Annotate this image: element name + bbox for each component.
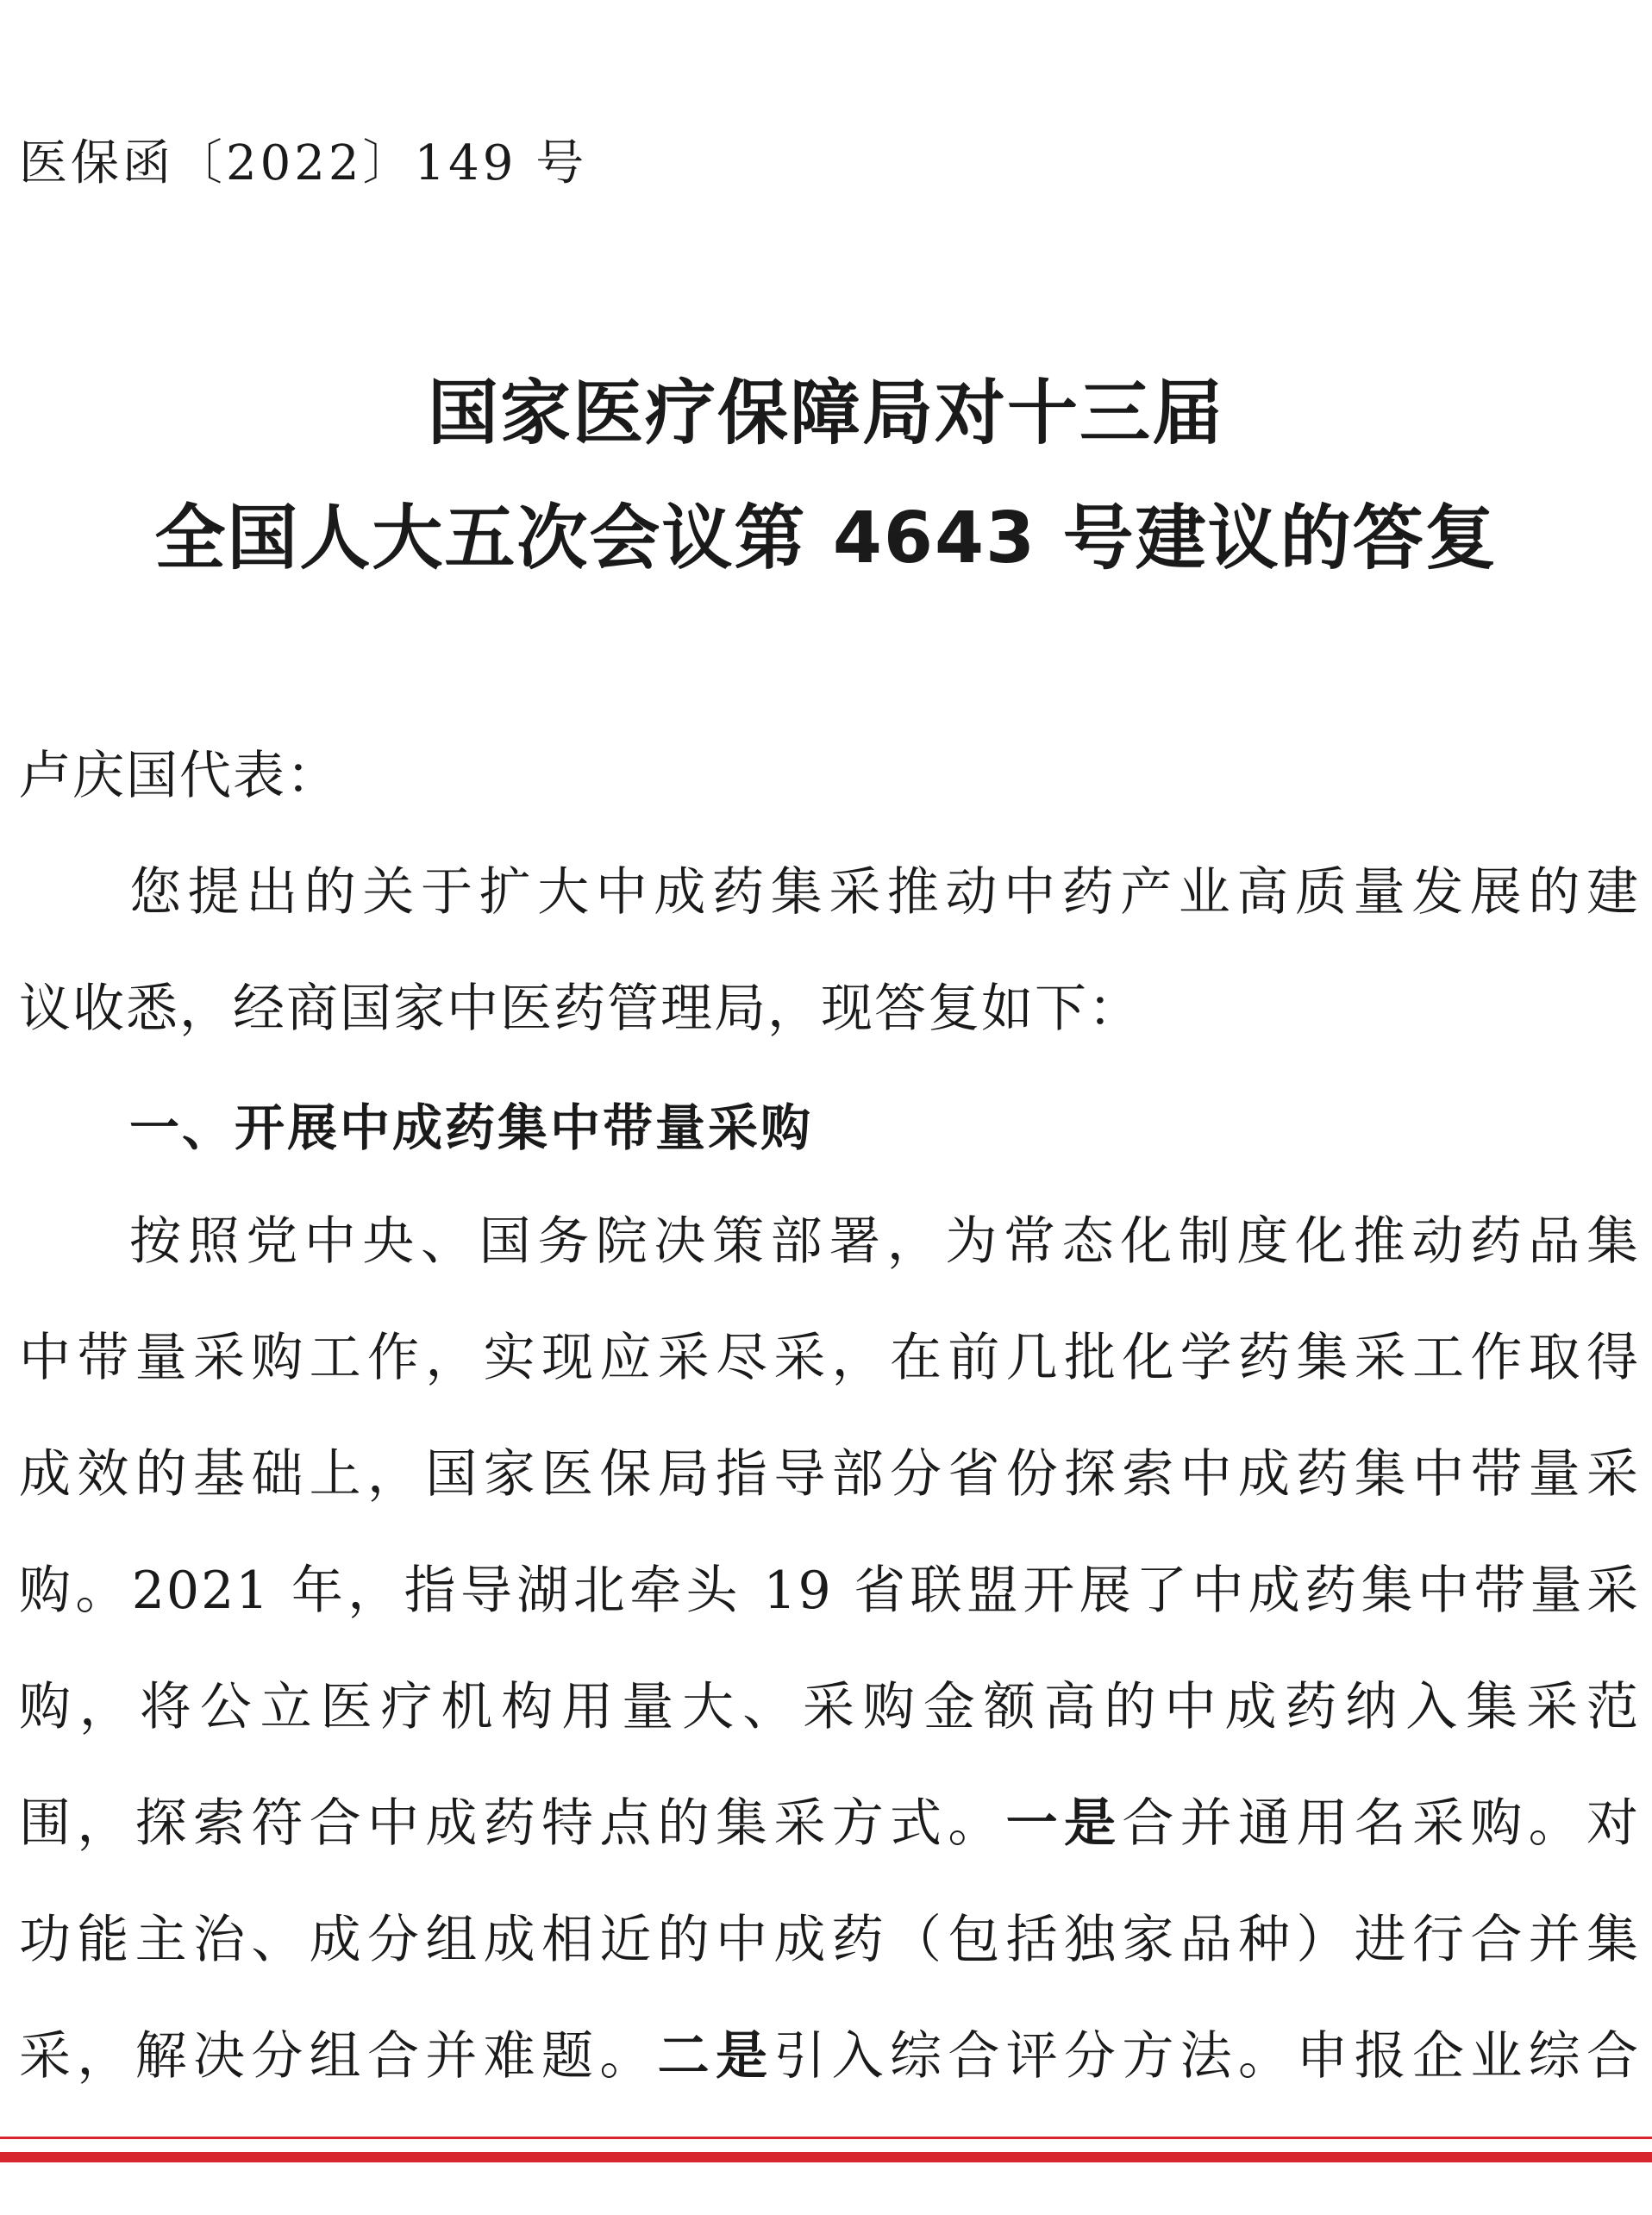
paragraph-line: 购，将公立医疗机构用量大、采购金额高的中成药纳入集采范 — [19, 1677, 1640, 1737]
paragraph-line — [19, 1789, 1640, 1858]
paragraph-text: 合并通用名采购。对 — [1122, 1793, 1641, 1854]
paragraph-text: 围，探索符合中成药特点的集采方式。 — [19, 1793, 1006, 1854]
intro-line: 您提出的关于扩大中成药集采推动中药产业高质量发展的建 — [129, 862, 1640, 923]
intro-line: 议收悉，经商国家中医药管理局，现答复如下： — [19, 979, 1142, 1039]
paragraph-text: 引入综合评分方法。申报企业综合 — [773, 2026, 1641, 2087]
section-heading: 一、开展中成药集中带量采购 — [129, 1098, 814, 1157]
emphasis-text: 一是 — [1005, 1793, 1123, 1854]
salutation: 卢庆国代表： — [19, 746, 340, 806]
document-number: 医保函〔2022〕149 号 — [19, 135, 588, 191]
paragraph-line: 按照党中央、国务院决策部署，为常态化制度化推动药品集 — [129, 1211, 1640, 1272]
paragraph-line: 购。2021 年，指导湖北牵头 19 省联盟开展了中成药集中带量采 — [19, 1561, 1640, 1621]
footer-rule-thin — [0, 2137, 1652, 2139]
paragraph-line: 成效的基础上，国家医保局指导部分省份探索中成药集中带量采 — [19, 1444, 1640, 1505]
paragraph-text: 采，解决分组合并难题。 — [19, 2026, 658, 2087]
document-title-line-1: 国家医疗保障局对十三届 — [427, 372, 1224, 454]
footer-rule-thick — [0, 2152, 1652, 2162]
paragraph-line: 功能主治、成分组成相近的中成药（包括独家品种）进行合并集 — [19, 1910, 1640, 1970]
paragraph-line — [19, 2022, 1640, 2091]
document-title-line-2: 全国人大五次会议第 4643 号建议的答复 — [154, 497, 1498, 579]
paragraph-line: 中带量采购工作，实现应采尽采，在前几批化学药集采工作取得 — [19, 1328, 1640, 1388]
emphasis-text: 二是 — [657, 2026, 774, 2087]
